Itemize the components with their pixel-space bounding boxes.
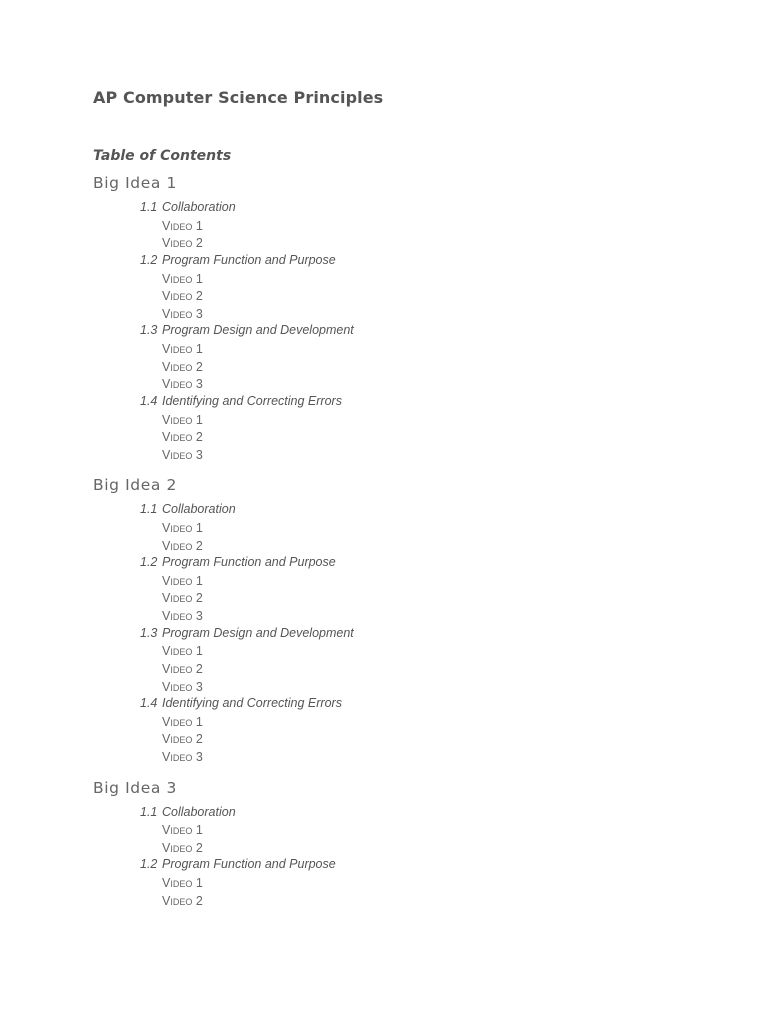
- big-idea-title[interactable]: Big Idea 1: [93, 174, 177, 192]
- toc-topic-link[interactable]: [93, 626, 733, 644]
- toc-video-link[interactable]: Video 3: [162, 377, 203, 392]
- toc-video-link[interactable]: Video 3: [162, 609, 203, 624]
- toc-topic-link[interactable]: [93, 805, 733, 823]
- toc-video-link[interactable]: Video 3: [162, 447, 203, 462]
- topic-label: Program Design and Development: [162, 323, 354, 338]
- toc-video-link[interactable]: Video 2: [162, 430, 203, 445]
- toc-video-link[interactable]: Video 3: [162, 306, 203, 321]
- topic-label: Program Function and Purpose: [162, 555, 336, 570]
- topic-number: 1.4: [140, 393, 158, 408]
- toc-video-link[interactable]: Video 2: [162, 236, 203, 251]
- toc-video-link[interactable]: Video 1: [162, 714, 203, 729]
- toc-video-link[interactable]: Video 2: [162, 289, 203, 304]
- toc-video-link[interactable]: Video 3: [162, 749, 203, 764]
- toc-topic: [93, 696, 733, 766]
- toc-topic: [93, 323, 733, 393]
- topic-label: Collaboration: [162, 502, 236, 517]
- big-idea-section: [93, 474, 733, 766]
- toc-video-link[interactable]: Video 3: [162, 679, 203, 694]
- table-of-contents: [93, 172, 733, 910]
- big-idea-title[interactable]: Big Idea 2: [93, 476, 177, 495]
- toc-video-link[interactable]: Video 2: [162, 359, 203, 374]
- toc-video-link[interactable]: Video 2: [162, 538, 203, 553]
- toc-topic: [93, 805, 733, 858]
- topic-number: 1.1: [140, 804, 158, 819]
- toc-topic: [93, 394, 733, 464]
- topic-label: Identifying and Correcting Errors: [162, 696, 342, 711]
- document-page: [93, 86, 733, 920]
- topic-number: 1.4: [140, 696, 158, 711]
- topic-label: Collaboration: [162, 200, 236, 214]
- toc-topic: [93, 555, 733, 625]
- toc-video-link[interactable]: Video 2: [162, 840, 203, 855]
- topic-number: 1.2: [140, 555, 158, 570]
- topic-number: 1.1: [140, 502, 158, 517]
- topic-label: Program Function and Purpose: [162, 857, 336, 872]
- toc-topic: [93, 626, 733, 696]
- document-title: AP Computer Science Principles: [93, 88, 384, 107]
- topic-number: 1.2: [140, 857, 158, 872]
- toc-video-link[interactable]: Video 2: [162, 893, 203, 908]
- toc-topic: [93, 857, 733, 910]
- toc-topic-link[interactable]: [93, 323, 733, 341]
- topic-label: Program Design and Development: [162, 625, 354, 640]
- topic-number: 1.1: [140, 200, 158, 214]
- toc-topic-link[interactable]: [93, 394, 733, 412]
- topic-label: Collaboration: [162, 804, 236, 819]
- toc-video-link[interactable]: Video 1: [162, 823, 203, 838]
- toc-video-link[interactable]: Video 1: [162, 218, 203, 233]
- toc-topic-link[interactable]: [93, 200, 733, 218]
- toc-video-link[interactable]: Video 1: [162, 573, 203, 588]
- toc-topic-link[interactable]: [93, 502, 733, 520]
- toc-topic-link[interactable]: [93, 696, 733, 714]
- toc-topic-link[interactable]: [93, 253, 733, 271]
- toc-video-link[interactable]: Video 2: [162, 732, 203, 747]
- toc-video-link[interactable]: Video 1: [162, 876, 203, 891]
- toc-topic: [93, 200, 733, 253]
- toc-video-link[interactable]: Video 1: [162, 342, 203, 357]
- toc-video-link[interactable]: Video 1: [162, 644, 203, 659]
- topic-number: 1.3: [140, 323, 158, 338]
- topic-label: Identifying and Correcting Errors: [162, 393, 342, 408]
- toc-video-link[interactable]: Video 1: [162, 412, 203, 427]
- big-idea-title[interactable]: Big Idea 3: [93, 778, 177, 797]
- toc-topic: [93, 502, 733, 555]
- toc-video-link[interactable]: Video 2: [162, 591, 203, 606]
- toc-heading: Table of Contents: [93, 148, 232, 164]
- big-idea-section: [93, 172, 733, 464]
- topic-label: Program Function and Purpose: [162, 252, 336, 267]
- toc-topic: [93, 253, 733, 323]
- toc-video-link[interactable]: Video 1: [162, 271, 203, 286]
- toc-video-link[interactable]: Video 1: [162, 520, 203, 535]
- toc-video-link[interactable]: Video 2: [162, 661, 203, 676]
- big-idea-section: [93, 777, 733, 911]
- toc-topic-link[interactable]: [93, 555, 733, 573]
- topic-number: 1.3: [140, 625, 158, 640]
- toc-topic-link[interactable]: [93, 857, 733, 875]
- topic-number: 1.2: [140, 252, 158, 267]
